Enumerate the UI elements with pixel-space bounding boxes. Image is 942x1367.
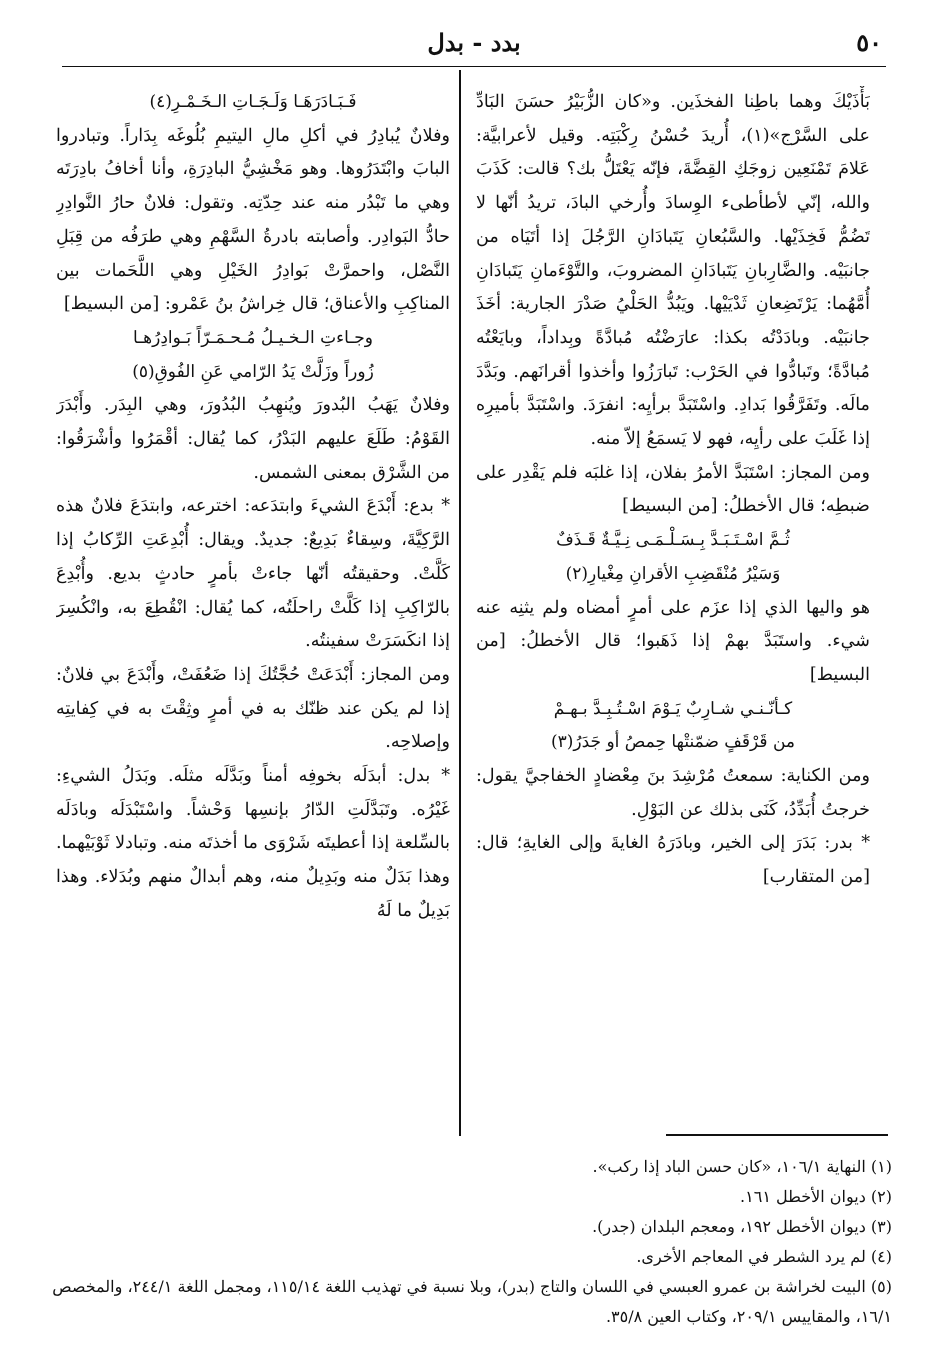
verse-line: فَـبَـادَرَهَـا وَلَـجَـاتِ الـخَـمْـرِ(٤)	[149, 92, 357, 112]
entry-bad-a: * بدع: أَبْدَعَ الشيءَ وابتدَعه: اخترعه، وابتدَعَ فلانٌ هذه الرَّكِيَّةَ، وسِقاءٌ بَدِيعٌ: جديدٌ. ويقال: أُبْدِعَتِ الرِّكابُ إذا كَلَّتْ. وحقيقتُه أنّها جاءتْ بأمرٍ حادثٍ بديع. وأُبْدِعَ بالرّاكِبِ إذا كَلَّتْ راحلَتُه، كما يُقال: انْقُطِعَ به، وانْكُسِرَ إذا انكَسَرَتْ سفينتُه.	[56, 496, 450, 652]
page-number: ٥٠	[856, 28, 882, 57]
right-column	[476, 86, 870, 1131]
page-header	[62, 26, 886, 67]
verse-line: وَسَيْرُ مُنْقَضِبِ الأقرانِ مِغْيارِ(٢)	[565, 563, 781, 584]
footnote: (١) النهاية ١٠٦/١، «كان حسن الباد إذا ركب».	[592, 1157, 892, 1176]
verse-line: وجـاءتِ الـخـيـلُ مُـحـمَـرّاً بَـوادِرُهـا	[133, 327, 373, 348]
verse-line: كـأنّـنـي شـارِبٌ يَـوْمَ اسْـتُـبِـدَّ بـهـمْ	[553, 698, 793, 719]
footnote-separator	[666, 1134, 888, 1136]
footnotes	[52, 1152, 892, 1332]
footnote: (٣) ديوان الأخطل ١٩٢، ومعجم البلدان (جدر).	[592, 1217, 892, 1236]
entry-badal: * بدل: أبدَلَه بخوفِه أمناً وبَدَّلَه مثلَه. وبَدَلُ الشيءِ: غَيْرُه. وتَبَدَّلَتِ الدّارُ بإنسِها وَحْشاً. واسْتَبْدَلَه وبادَلَه بالسِّلعة إذا أعطيتَه شَرْوَى ما أخذتَه منه. وتبادلا ثَوْبَيْهما. وهذا بَدَلٌ منه وبَدِيلٌ منه، وهم أبدالٌ منهم وبُدَلاء. وهذا بَدِيلٌ ما لَهُ	[56, 766, 450, 921]
entry-badr-body: وفلانٌ يُبادِرُ في أكلِ مالِ اليتيمِ بُلُوغَه بِدَاراً. وتبادروا البابَ وابْتَدَرُوها. وهو مَخْشِيُّ البادِرَةِ، وأنا أخافُ بادِرَتَه وهي ما تَبْدُر منه عند حِدّتِه. وتقول: فلانٌ حارُ النَّوادِرِ حادُّ البَوادِر. وأصابته بادرةُ السَّهْمِ وهي طرَفُه من قِبَلِ النَّصْل، واحمرَّتْ بَوادِرُ الخَيْلِ وهي اللَّحَمات بين المناكِبِ والأعناق؛ قال خِراشُ بنُ عَمْرو: [من البسيط]	[56, 125, 450, 315]
verse-line: ثُـمَّ اسْـتَـبَـدَّ بِـسَـلْـمَـى نِـيَّـةٌ قَـذَفٌ	[556, 530, 790, 551]
metaphor-paragraph: ومن المجاز: أَبْدَعَتْ حُجَّتُكَ إذا ضَعُفَتْ، وأَبْدَعَ بي فلانٌ: إذا لم يكن عند ظنّك به في أمرٍ وثِقْتَ به في كِفايتِه وإصلاحِه.	[56, 664, 450, 753]
footnote: (٢) ديوان الأخطل ١٦١.	[740, 1187, 892, 1206]
metaphor-paragraph: ومن المجاز: اسْتَبَدَّ الأمرُ بفلان، إذا غلبَه فلم يَقْدِر على ضبطِه؛ قال الأخطلُ: [من البسيط]	[476, 462, 870, 517]
column-divider	[459, 70, 461, 1136]
verse-line: من قَرْقَفٍ ضمّنتْها حِمصُ أو جَدَرُ(٣)	[551, 732, 795, 753]
footnote: (٥) البيت لخراشة بن عمرو العبسي في اللسان والتاج (بدر)، وبلا نسبة في تهذيب اللغة ١١٥/١٤، ومجمل اللغة ٢٤٤/١، والمخصص ١٦/١، والمقاييس ٢٠٩/١، وكتاب العين ٣٥/٨.	[52, 1277, 892, 1326]
entry-badr-continued: وفلانٌ يَهَبُ البُدورَ ويُنهِبُ البُدُورَ، وهي البِدَر. وأَبْدَرَ القَوْمُ: طَلَعَ عليهم البَدْرُ، كما يُقال: أقْمَرُوا وأشْرَقُوا: من الشَّرْق بمعنى الشمس.	[56, 395, 450, 483]
explanation-paragraph: هو واليها الذي إذا عزَم على أمرٍ أمضاه ولم يثنِه عنه شيء. واستَبَدَّ بهمْ إذا ذَهَبوا؛ قال الأخطلُ: [من البسيط]	[476, 597, 870, 685]
metonymy-paragraph: ومن الكناية: سمعتُ مُرْشِدَ بنَ مِعْضادٍ الخفاجيَّ يقول: خرجتُ أُبَدِّدُ، كَنَى بذلك عن البَوْلِ.	[476, 766, 870, 820]
footnote: (٤) لم يرد الشطر في المعاجم الأخرى.	[636, 1247, 892, 1266]
verse-line: زُوراً وزَلَّتْ يَدُ الرّامي عَنِ الفُوقِ(٥)	[132, 361, 374, 382]
running-title: بدد - بدل	[427, 28, 521, 57]
left-column	[56, 86, 450, 1131]
entry-badr-heading: * بدر: بَدَرَ إلى الخير، وبادَرَهُ الغايةَ وإلى الغايةِ؛ قال: [من المتقارب]	[476, 833, 870, 888]
entry-badd-body: بَأْذَيْكَ وهما باطِنا الفخذَين. و«كان الزُّبَيْرُ حسَنَ البَادِّ على السَّرْج»(١)، أُريدَ حُسْنُ رِكْبَتِه. وقيل لأعرابيَّة: عَلامَ تَمْنَعِين زوجَكِ القِضَّةَ، فإنّه يَعْتَلُّ بك؟ قالت: كَذَبَ والله، إنّي لأطأطىء الوِسادَ وأُرخي البادَ، تريدُ أنّها لا تَضُمُّ فَخِذَيْها. والسَّبُعانِ يَتَبادَانِ الرَّجُلَ إذا أتَيَاه من جانبَيْه. والضَّارِبانِ يَتَبادَانِ المضروبَ، والتَّوْءَمانِ يَتَبادَانِ أُمَّهُما: يَرْتَضِعانِ ثَدْيَيْها. ويَبُدُّ الحَلْيُ صَدْرَ الجارية: أخَذَ جانبَيْه. وبادَدْتُه بكذا: عارَضْتُه مُبادَّةً وبِداداً، وبايَعْتُه مُبادَّةً؛ وتَبادُّوا في الحَرْب: تَبارَزُوا وأخذوا أقرانَهم. وبَدَّدَ مالَه. وتَفَرَّقُوا بَدادِ. واسْتَبَدَّ برأيِه: انفرَدَ. واسْتَبَدَّ بأميرِه إذا غَلَبَ على رأيِه، فهو لا يَسمَعُ إلاّ منه.	[476, 92, 870, 450]
